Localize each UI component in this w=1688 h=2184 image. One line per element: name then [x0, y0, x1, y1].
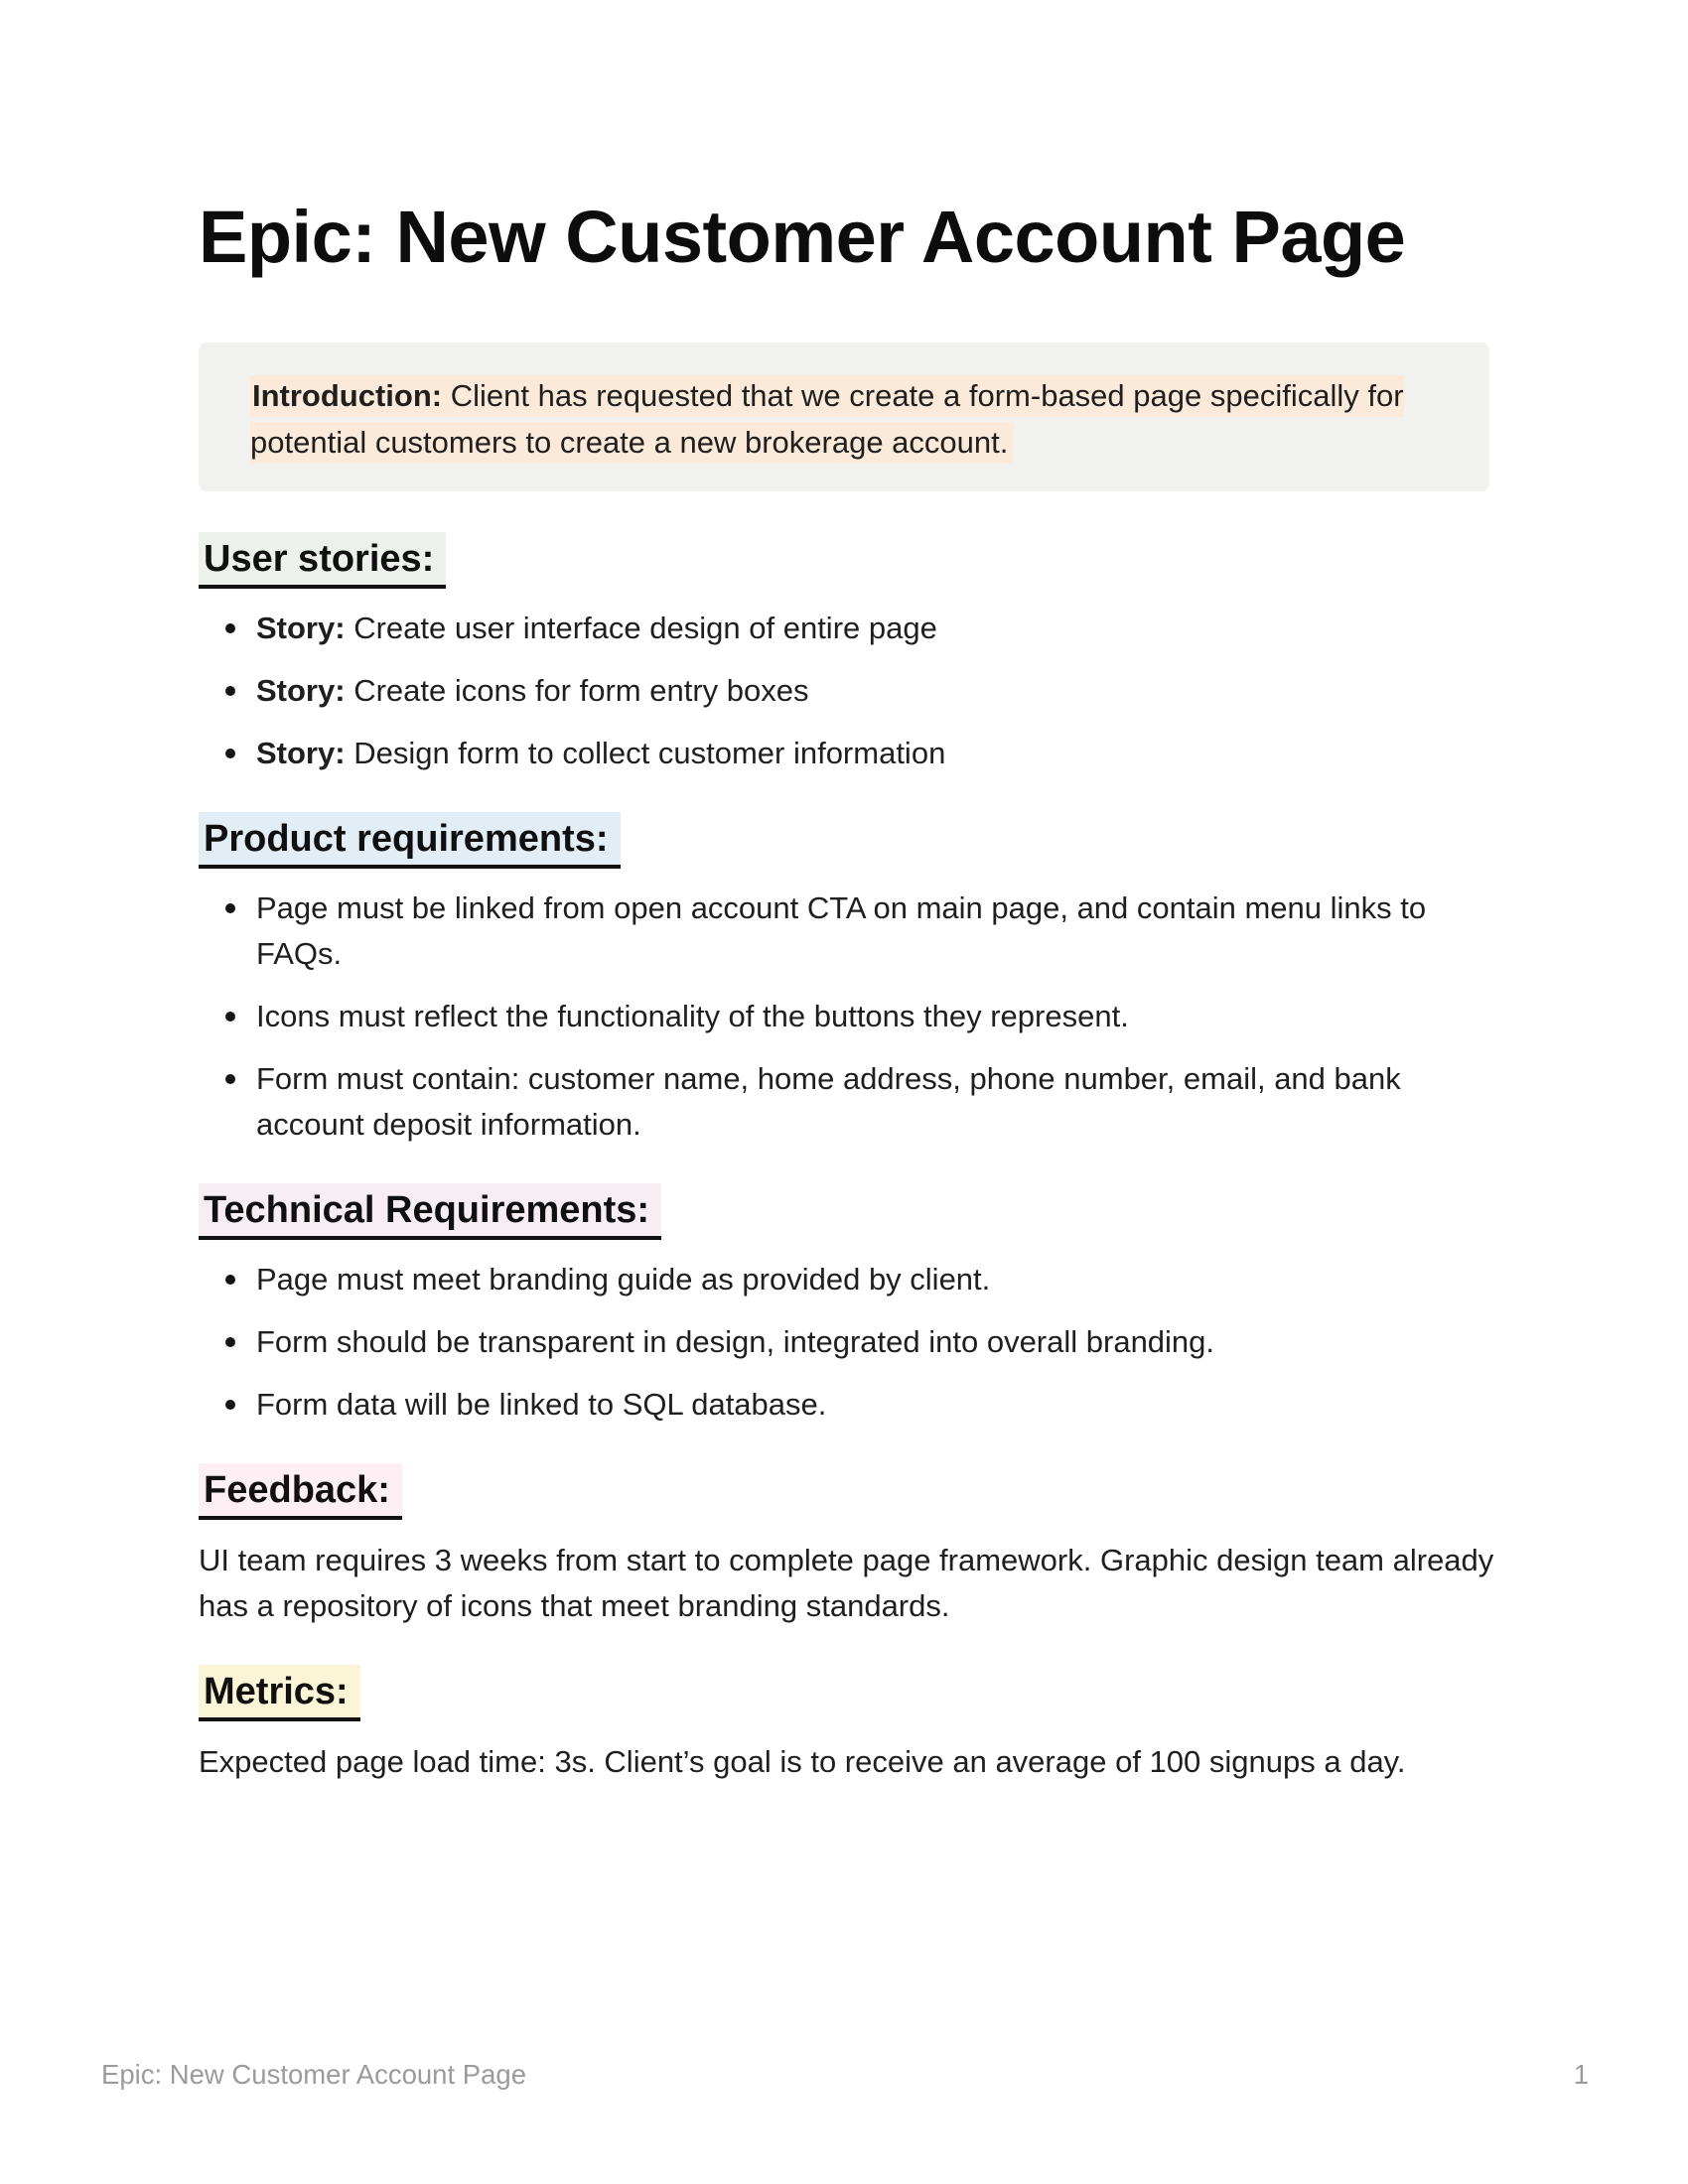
metrics-paragraph: Expected page load time: 3s. Client’s goal is to receive an average of 100 signups a day.: [199, 1744, 1406, 1780]
user-stories-list: [199, 606, 1497, 776]
list-item: [256, 606, 1497, 651]
bullet-label: Story:: [256, 611, 346, 646]
bullet-text: Page must meet branding guide as provided by client.: [256, 1262, 991, 1297]
bullet-text: Form should be transparent in design, integrated into overall branding.: [256, 1324, 1215, 1360]
heading-highlight: Technical Requirements:: [199, 1183, 661, 1240]
list-item: [256, 994, 1497, 1039]
heading-highlight: Product requirements:: [199, 812, 621, 869]
technical-requirements-list: [199, 1257, 1497, 1428]
list-item: [256, 1382, 1497, 1428]
section-heading-user-stories: [199, 532, 1497, 589]
product-requirements-list: [199, 886, 1497, 1148]
intro-highlight: [250, 375, 1404, 464]
bullet-text: Icons must reflect the functionality of the buttons they represent.: [256, 999, 1129, 1034]
footer-page-number: 1: [1573, 2059, 1589, 2090]
page-title: Epic: New Customer Account Page: [199, 196, 1406, 278]
list-item: [256, 1319, 1497, 1365]
list-item: [256, 886, 1497, 977]
page-footer: [101, 2059, 1589, 2091]
bullet-text: Create user interface design of entire page: [345, 611, 937, 646]
section-heading-feedback: [199, 1463, 1497, 1520]
section-heading-technical-requirements: [199, 1183, 1497, 1240]
section-heading-product-requirements: [199, 812, 1497, 869]
bullet-text: Design form to collect customer information: [345, 736, 946, 771]
intro-text: Client has requested that we create a form-based page specifically for potential customers to create a new brokerage account.: [250, 378, 1404, 461]
list-item: [256, 1056, 1497, 1148]
list-item: [256, 668, 1497, 714]
bullet-text: Create icons for form entry boxes: [345, 673, 809, 709]
bullet-label: Story:: [256, 736, 346, 771]
heading-highlight: Metrics:: [199, 1665, 360, 1721]
bullet-label: Story:: [256, 673, 346, 709]
list-item: [256, 731, 1497, 776]
heading-highlight: User stories:: [199, 532, 446, 589]
bullet-text: Form must contain: customer name, home address, phone number, email, and bank account deposit information.: [256, 1061, 1401, 1143]
document-content: [199, 195, 1497, 1785]
footer-document-title: Epic: New Customer Account Page: [101, 2059, 526, 2090]
intro-panel: [199, 342, 1489, 491]
section-heading-metrics: [199, 1665, 1497, 1721]
list-item: [256, 1257, 1497, 1302]
heading-highlight: Feedback:: [199, 1463, 402, 1520]
feedback-paragraph: UI team requires 3 weeks from start to complete page framework. Graphic design team already has a repository of icons that meet branding standards.: [199, 1543, 1494, 1624]
bullet-text: Page must be linked from open account CTA on main page, and contain menu links to FAQs.: [256, 890, 1427, 972]
intro-label: Introduction:: [252, 378, 443, 414]
bullet-text: Form data will be linked to SQL database.: [256, 1387, 827, 1423]
